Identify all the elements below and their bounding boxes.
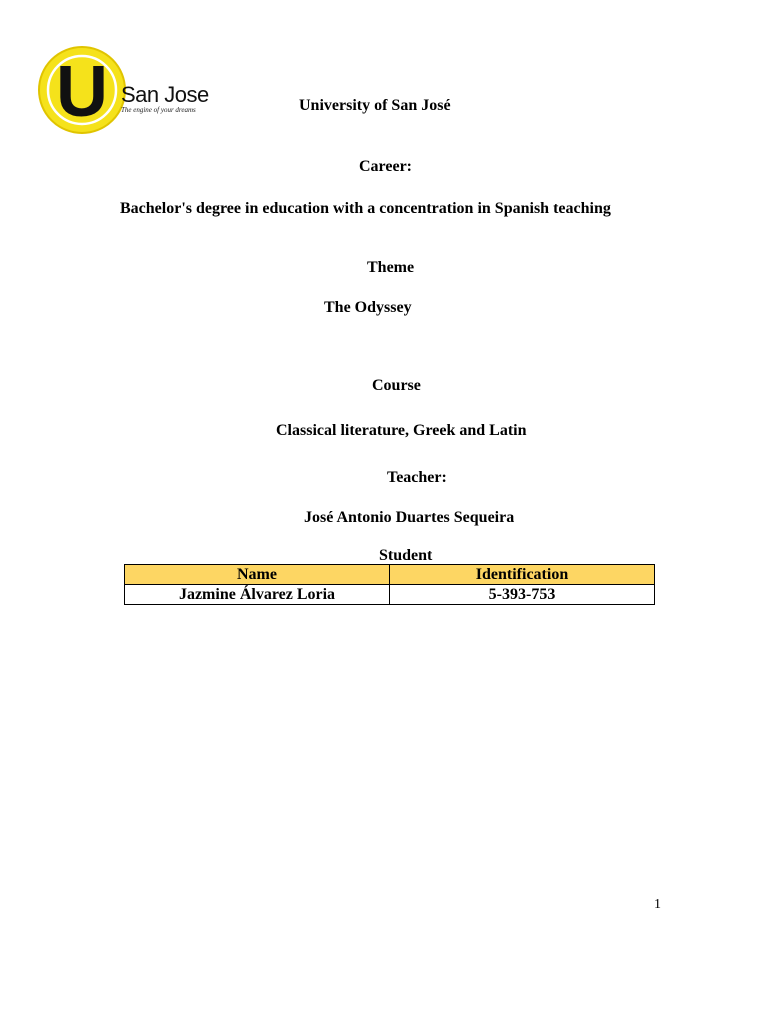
career-value: Bachelor's degree in education with a concentration in Spanish teaching <box>120 200 611 217</box>
student-name-cell: Jazmine Álvarez Loria <box>125 585 390 605</box>
university-logo-emblem <box>38 42 128 138</box>
logo-name: San Jose <box>121 82 209 107</box>
theme-label: Theme <box>367 259 415 276</box>
course-label: Course <box>372 377 421 394</box>
university-title: University of San José <box>299 97 451 114</box>
teacher-label: Teacher: <box>387 469 447 486</box>
column-header-name: Name <box>125 565 390 585</box>
student-id-cell: 5-393-753 <box>390 585 655 605</box>
logo-tagline: The engine of your dreams <box>121 106 196 114</box>
theme-value: The Odyssey <box>324 299 412 316</box>
course-value: Classical literature, Greek and Latin <box>276 422 527 439</box>
university-logo <box>38 42 208 138</box>
page-number: 1 <box>654 897 661 912</box>
student-label: Student <box>379 547 433 564</box>
table-row <box>125 585 655 605</box>
student-table-header-row <box>125 565 655 585</box>
logo-letter: U <box>56 52 108 132</box>
student-table <box>124 564 655 605</box>
career-label: Career: <box>359 158 412 175</box>
teacher-value: José Antonio Duartes Sequeira <box>304 509 515 526</box>
column-header-identification: Identification <box>390 565 655 585</box>
